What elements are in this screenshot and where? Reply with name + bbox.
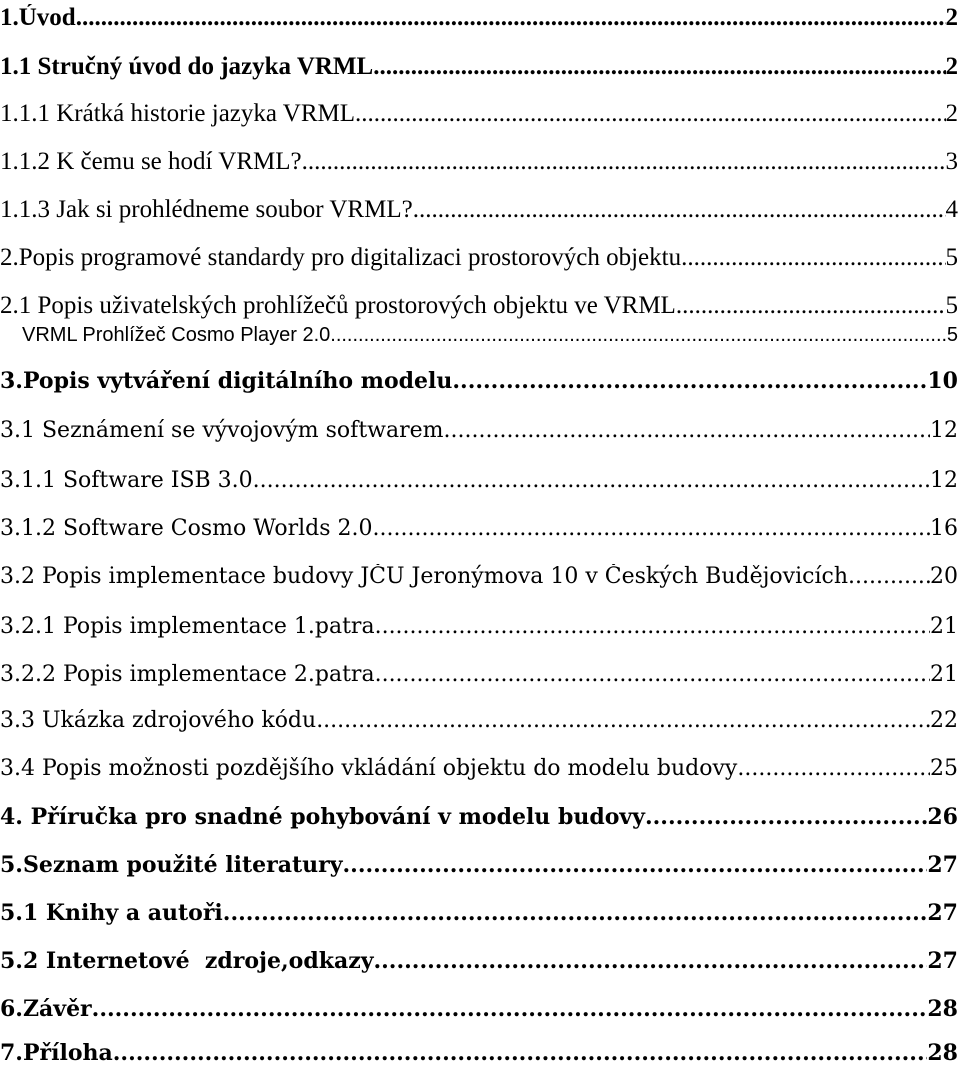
toc-entry[interactable] (0, 662, 958, 687)
toc-dot-leader (676, 292, 946, 320)
toc-dot-leader (375, 614, 930, 639)
toc-entry-page: 5 (946, 324, 958, 346)
toc-entry-title: 3.2 Popis implementace budovy JČU Jeronýmova 10 v Českých Budějovicích (0, 564, 848, 589)
toc-dot-leader (316, 708, 930, 733)
toc-dot-leader (355, 100, 945, 128)
toc-entry-page: 3 (945, 148, 958, 175)
toc-dot-leader (848, 564, 930, 589)
toc-entry-title: 7.Příloha (0, 1040, 113, 1066)
toc-entry-title: 3.3 Ukázka zdrojového kódu (0, 708, 317, 733)
toc-entry[interactable] (0, 1040, 958, 1066)
toc-entry[interactable] (0, 996, 958, 1022)
toc-dot-leader (413, 196, 946, 224)
toc-entry-page: 21 (930, 614, 958, 639)
toc-entry-page: 27 (927, 948, 958, 974)
toc-entry[interactable] (0, 196, 958, 224)
toc-entry-title: 2.1 Popis uživatelských prohlížečů prostorových objektu ve VRML (0, 292, 676, 319)
toc-entry-page: 27 (927, 900, 958, 926)
toc-entry-page: 21 (930, 662, 958, 687)
toc-entry-page: 4 (945, 196, 958, 223)
toc-dot-leader (681, 244, 945, 272)
toc-entry-title: 3.1.1 Software ISB 3.0 (0, 468, 253, 493)
toc-dot-leader (737, 756, 930, 781)
toc-entry[interactable] (0, 614, 958, 639)
toc-dot-leader (460, 368, 927, 394)
toc-entry-page: 12 (930, 468, 958, 493)
toc-dot-leader (373, 516, 931, 541)
toc-entry[interactable] (0, 292, 958, 320)
toc-dot-leader (645, 804, 927, 830)
toc-entry-title: 1.1 Stručný úvod do jazyka VRML (0, 53, 374, 80)
toc-dot-leader (302, 148, 946, 176)
toc-entry-page: 28 (927, 1040, 958, 1066)
toc-dot-leader (223, 900, 928, 926)
toc-entry-page: 5 (945, 292, 958, 319)
toc-dot-leader (373, 53, 945, 81)
toc-entry[interactable] (0, 418, 958, 443)
toc-entry-page: 27 (927, 852, 958, 878)
toc-entry-title: 3.1.2 Software Cosmo Worlds 2.0 (0, 516, 373, 541)
toc-entry-page: 2 (945, 53, 958, 80)
toc-entry[interactable] (0, 708, 958, 733)
toc-entry[interactable] (0, 148, 958, 176)
toc-entry[interactable] (0, 368, 958, 394)
toc-entry-title: 1.1.3 Jak si prohlédneme soubor VRML? (0, 196, 413, 223)
toc-entry-title: 2.Popis programové standardy pro digitalizaci prostorových objektu (0, 244, 682, 271)
toc-entry[interactable] (0, 468, 958, 493)
toc-entry-page: 2 (945, 100, 958, 127)
toc-dot-leader (76, 4, 946, 32)
toc-entry-title: 3.2.1 Popis implementace 1.patra (0, 614, 375, 639)
toc-entry[interactable] (0, 756, 958, 781)
toc-entry-page: 10 (927, 368, 958, 394)
toc-entry-title: 3.2.2 Popis implementace 2.patra (0, 662, 375, 687)
toc-dot-leader (253, 468, 930, 493)
toc-entry[interactable] (22, 324, 958, 347)
toc-entry-title: 4. Příručka pro snadné pohybování v modelu budovy (0, 804, 645, 830)
toc-entry[interactable] (0, 948, 958, 974)
toc-dot-leader (330, 324, 947, 347)
toc-entry[interactable] (0, 516, 958, 541)
toc-entry-page: 16 (930, 516, 958, 541)
toc-entry-page: 5 (945, 244, 958, 271)
toc-entry-page: 25 (930, 756, 958, 781)
toc-entry[interactable] (0, 100, 958, 128)
toc-entry-title: 3.4 Popis možnosti pozdějšího vkládání objektu do modelu budovy (0, 756, 738, 781)
toc-entry-page: 20 (930, 564, 958, 589)
toc-entry-title: 5.2 Internetové zdroje,odkazy (0, 948, 374, 974)
toc-entry-title: 6.Závěr (0, 996, 92, 1022)
toc-dot-leader (92, 996, 928, 1022)
toc-dot-leader (444, 418, 930, 443)
toc-dot-leader (373, 948, 927, 974)
toc-entry-page: 28 (927, 996, 958, 1022)
toc-entry-title: 1.1.2 K čemu se hodí VRML? (0, 148, 302, 175)
toc-entry-page: 22 (930, 708, 958, 733)
toc-dot-leader (113, 1040, 928, 1066)
toc-entry-title: 3.Popis vytváření digitálního modelu. (0, 368, 461, 394)
toc-entry-page: 12 (930, 418, 958, 443)
toc-entry[interactable] (0, 564, 958, 589)
toc-entry[interactable] (0, 53, 958, 81)
toc-entry[interactable] (0, 900, 958, 926)
toc-entry[interactable] (0, 4, 958, 32)
toc-entry-title: 3.1 Seznámení se vývojovým softwarem (0, 418, 444, 443)
toc-entry-title: 5.1 Knihy a autoři (0, 900, 223, 926)
toc-dot-leader (343, 852, 928, 878)
toc-entry-title: VRML Prohlížeč Cosmo Player 2.0 (22, 324, 331, 346)
toc-entry[interactable] (0, 244, 958, 272)
toc-dot-leader (375, 662, 930, 687)
toc-entry-title: 1.1.1 Krátká historie jazyka VRML (0, 100, 356, 127)
toc-entry-page: 26 (927, 804, 958, 830)
toc-entry[interactable] (0, 804, 958, 830)
toc-entry-title: 5.Seznam použité literatury (0, 852, 343, 878)
toc-entry[interactable] (0, 852, 958, 878)
toc-entry-title: 1.Úvod (0, 4, 76, 31)
toc-entry-page: 2 (945, 4, 958, 31)
